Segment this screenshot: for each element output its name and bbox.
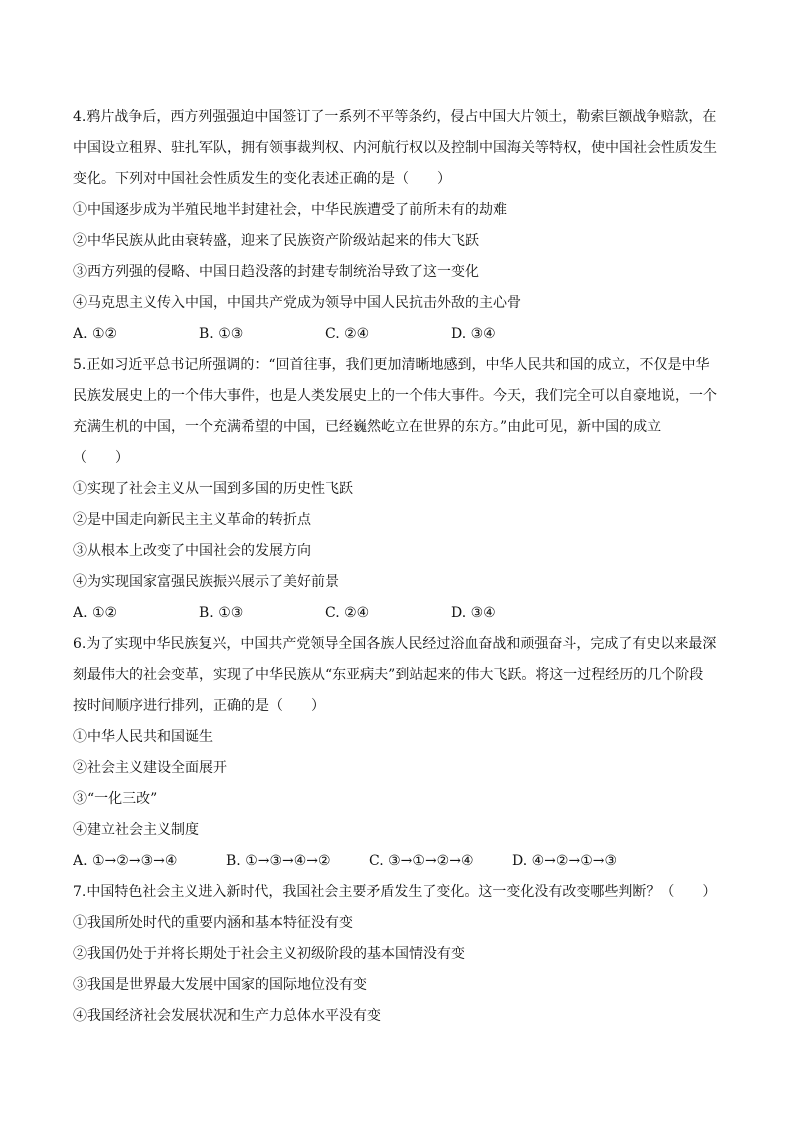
option-b: B. ①③	[199, 605, 244, 621]
question-5-item-3: ③从根本上改变了中国社会的发展方向	[73, 543, 311, 559]
option-c: C. ③→①→②→④	[369, 853, 474, 869]
option-c: C. ②④	[325, 326, 370, 342]
question-6-stem-line-2: 刻最伟大的社会变革，实现了中华民族从“东亚病夫”到站起来的伟大飞跃。将这一过程经历的几个阶段	[73, 667, 704, 683]
question-7-stem-line-1: 7.中国特色社会主义进入新时代，我国社会主要矛盾发生了变化。这一变化没有改变哪些判断？（ ）	[73, 884, 717, 900]
question-5-stem-line-1: 5.正如习近平总书记所强调的：“回首往事，我们更加清晰地感到，中华人民共和国的成立，不仅是中华	[73, 357, 710, 373]
question-5	[73, 350, 718, 629]
question-7-item-4: ④我国经济社会发展状况和生产力总体水平没有变	[73, 1008, 381, 1024]
option-d: D. ③④	[451, 605, 496, 621]
question-5-stem-line-2: 民族发展史上的一个伟大事件，也是人类发展史上的一个伟大事件。今天，我们完全可以自豪地说，一个	[73, 388, 717, 404]
question-4-stem-line-3: 变化。下列对中国社会性质发生的变化表述正确的是（ ）	[73, 171, 451, 187]
question-4-item-4: ④马克思主义传入中国，中国共产党成为领导中国人民抗击外敌的主心骨	[73, 295, 521, 311]
question-7-item-2: ②我国仍处于并将长期处于社会主义初级阶段的基本国情没有变	[73, 946, 465, 962]
question-6-item-2: ②社会主义建设全面展开	[73, 760, 227, 776]
option-a: A. ①→②→③→④	[73, 853, 178, 869]
question-6-item-4: ④建立社会主义制度	[73, 822, 199, 838]
question-7-item-3: ③我国是世界最大发展中国家的国际地位没有变	[73, 977, 367, 993]
option-a: A. ①②	[73, 605, 118, 621]
question-6-item-3: ③“一化三改”	[73, 791, 158, 807]
question-6-stem-line-3: 按时间顺序进行排列，正确的是（ ）	[73, 698, 325, 714]
option-d: D. ④→②→①→③	[512, 853, 618, 869]
question-4-item-3: ③西方列强的侵略、中国日趋没落的封建专制统治导致了这一变化	[73, 264, 479, 280]
question-4-stem-line-2: 中国设立租界、驻扎军队，拥有领事裁判权、内河航行权以及控制中国海关等特权，使中国社会性质发生	[73, 140, 717, 156]
question-5-options	[73, 598, 718, 629]
question-4-options	[73, 319, 718, 350]
question-5-stem-line-3: 充满生机的中国，一个充满希望的中国，已经巍然屹立在世界的东方。”由此可见，新中国的成立	[73, 419, 662, 435]
question-5-item-4: ④为实现国家富强民族振兴展示了美好前景	[73, 574, 339, 590]
question-list	[73, 102, 718, 1032]
question-4-item-1: ①中国逐步成为半殖民地半封建社会，中华民族遭受了前所未有的劫难	[73, 202, 507, 218]
option-d: D. ③④	[451, 326, 496, 342]
question-4-stem-line-1: 4.鸦片战争后，西方列强强迫中国签订了一系列不平等条约，侵占中国大片领土，勒索巨额战争赔款，在	[73, 109, 717, 125]
question-4	[73, 102, 718, 350]
question-5-stem-line-4: （ ）	[73, 450, 129, 466]
question-7-item-1: ①我国所处时代的重要内涵和基本特征没有变	[73, 915, 353, 931]
question-5-item-2: ②是中国走向新民主主义革命的转折点	[73, 512, 311, 528]
question-6	[73, 629, 718, 877]
question-7	[73, 877, 718, 1032]
option-c: C. ②④	[325, 605, 370, 621]
question-5-item-1: ①实现了社会主义从一国到多国的历史性飞跃	[73, 481, 353, 497]
question-6-item-1: ①中华人民共和国诞生	[73, 729, 213, 745]
question-4-item-2: ②中华民族从此由衰转盛，迎来了民族资产阶级站起来的伟大飞跃	[73, 233, 479, 249]
question-6-options	[73, 846, 718, 877]
question-6-stem-line-1: 6.为了实现中华民族复兴，中国共产党领导全国各族人民经过浴血奋战和顽强奋斗，完成了有史以来最深	[73, 636, 717, 652]
option-a: A. ①②	[73, 326, 118, 342]
option-b: B. ①③	[199, 326, 244, 342]
option-b: B. ①→③→④→②	[226, 853, 331, 869]
